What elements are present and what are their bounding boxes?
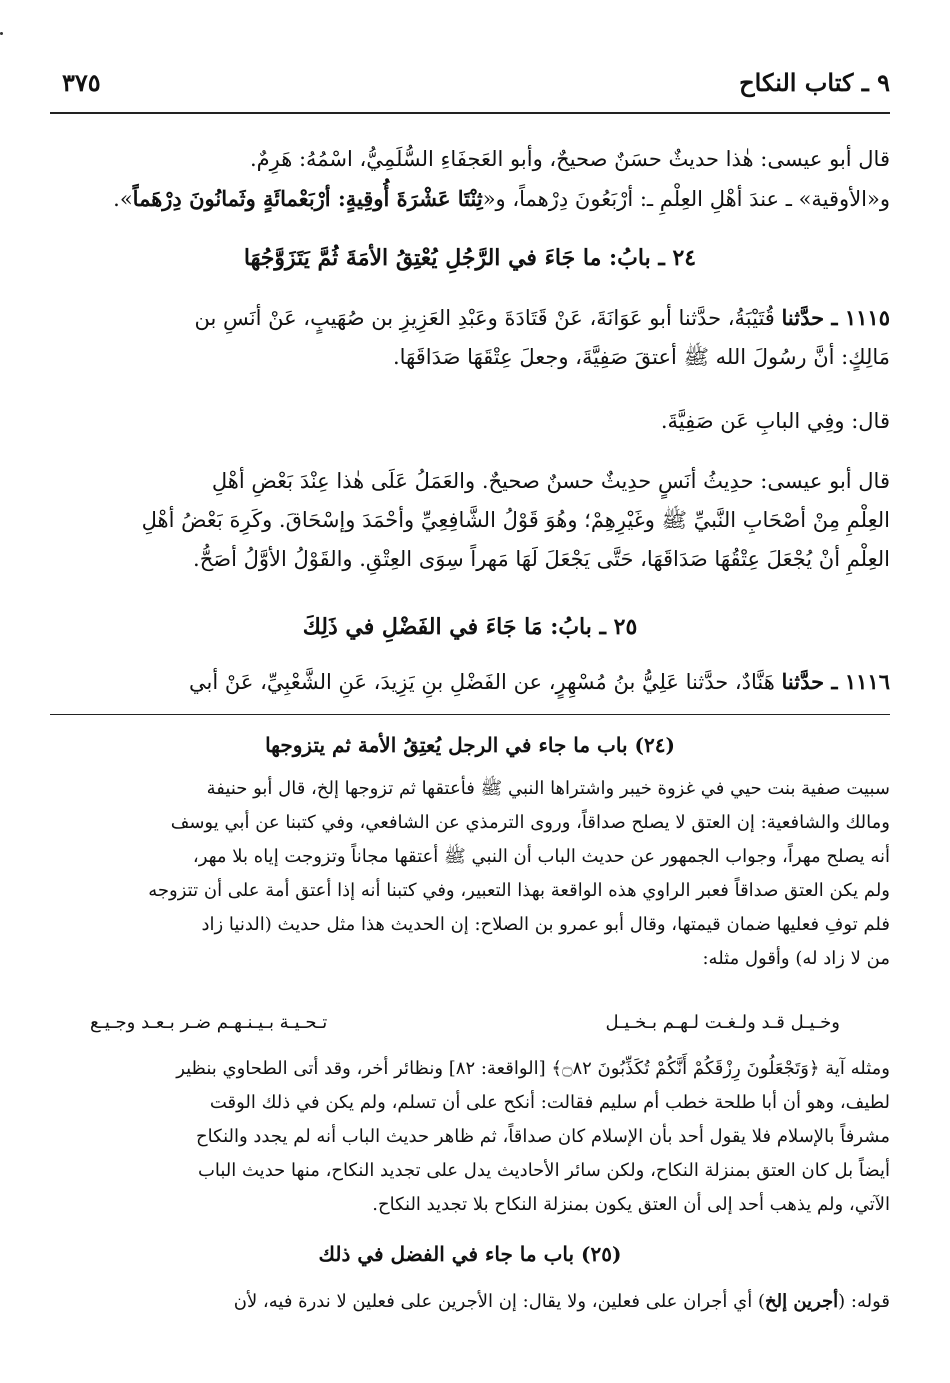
text-line: العِلْمِ مِنْ أصْحَابِ النَّبيِّ ﷺ وغَيْرِهِمْ؛ وهُوَ قَوْلُ الشَّافِعِيِّ وأحْمَدَ وإسْحَاقَ. وكَرِهَ بَعْضُ أهْلِ (141, 508, 890, 532)
text-line: فلم توفِ فعليها ضمان قيمتها، وقال أبو عمرو بن الصلاح: إن الحديث هذا مثل حديث (الدنيا زاد (201, 914, 890, 935)
text-line: مَالِكٍ: أنَّ رسُولَ الله ﷺ أعتقَ صَفِيَّةَ، وجعلَ عِتْقَهَا صَدَاقَهَا. (392, 345, 890, 369)
text-span: قوله: ( (838, 1291, 890, 1312)
text-span: و«الأوقية» ـ عندَ أهْلِ العِلْمِ ـ: أرْبَعُونَ دِرْهماً، و« (482, 187, 890, 211)
poem-hemistich-right: وخـيـل قـد ولـغـت لـهـم بـخـيـل (605, 1012, 840, 1033)
poem-hemistich-left: تـحـيـة بـيـنـهـم ضـر بـعـد وجـيـع (90, 1012, 328, 1033)
text-span: ) أي أجران على فعلين، ولا يقال: إن الأجرين على فعلين لا ندرة فيه، لأن (233, 1291, 765, 1312)
hadith-1115 (50, 298, 890, 377)
page-header (50, 62, 890, 114)
paragraph-abu-isa-1 (50, 140, 890, 219)
chapter-title: ٩ ـ كتاب النكاح (739, 68, 890, 97)
poem-verse (90, 1012, 840, 1042)
text-line: قال أبو عيسى: حدِيثُ أنَسٍ حدِيثٌ حسنٌ صحيحٌ. والعَمَلُ عَلَى هٰذا عِنْدَ بَعْضِ أهْلِ (211, 469, 890, 493)
text-line: قال أبو عيسى: هٰذا حديثٌ حسَنٌ صحيحٌ، وأبو العَجفَاءِ السُّلَمِيُّ، اسْمُهُ: هَرِمٌ. (249, 147, 890, 171)
commentary-paragraph-2 (50, 1052, 890, 1222)
text-span: هَنَّادٌ، حدَّثنا عَلِيُّ بنُ مُسْهِرٍ، عن الفَضْلِ بنِ يَزِيدَ، عَنِ الشَّعْبِيِّ، عَنْ أبي (189, 670, 775, 694)
text-line: أيضاً بل كان العتق بمنزلة النكاح، ولكن سائر الأحاديث يدل على تجديد النكاح، منها حديث الباب (197, 1160, 890, 1181)
text-line: الآتي، ولم يذهب أحد إلى أن العتق يكون بمنزلة النكاح بلا تجديد النكاح. (372, 1194, 890, 1215)
text-line (50, 179, 890, 219)
text-span-bold: ثِنْتَا عَشْرَةَ أُوقِيةٍ: أرْبَعْمائَةٍ وثَمانُونَ دِرْهَماً (132, 186, 483, 211)
commentary-heading-25: (٢٥) باب ما جاء في الفضل في ذلك (318, 1242, 622, 1266)
hadith-number: ١١١٥ ـ حدَّثنا (781, 305, 890, 330)
text-line: من لا زاد له) وأقول مثله: (702, 948, 890, 969)
qal-bab-line: قال: وفِي البابِ عَن صَفِيَّةَ. (660, 409, 890, 433)
chapter-heading-25: ٢٥ ـ بابُ: مَا جَاءَ في الفَضْلِ في ذَلِكَ (302, 614, 638, 640)
commentary-paragraph-1 (50, 772, 890, 976)
page-number: ٣٧٥ (62, 68, 101, 97)
commentary-heading-24: (٢٤) باب ما جاء في الرجل يُعتِقُ الأمة ثم يتزوجها (265, 733, 675, 757)
text-span: قُتَيْبَةُ، حدَّثنا أبو عَوَانَةَ، عَنْ قَتَادَةَ وعَبْدِ العَزِيزِ بن صُهَيبٍ، عَنْ أنَسِ بن (194, 306, 775, 330)
text-line: مشرفاً بالإسلام فلا يقول أحد بأن الإسلام كان صداقاً، ثم ظاهر حديث الباب أنه لم يجدد والنكاح (196, 1126, 890, 1147)
chapter-heading-24: ٢٤ ـ بابُ: ما جَاءَ في الرَّجُلِ يُعْتِقُ الأمَةَ ثُمَّ يَتَزَوَّجُهَا (243, 245, 697, 271)
scan-mark (0, 32, 3, 35)
section-divider (50, 714, 890, 715)
text-line: ومثله آية ﴿وَتَجْعَلُونَ رِزْقَكُمْ أَنَّكُمْ تُكَذِّبُونَ ۝٨٢﴾ [الواقعة: ٨٢] ونظائر أخر، وقد أتى الطحاوي بنظير (176, 1058, 890, 1079)
text-line: ومالك والشافعية: إن العتق لا يصلح صداقاً، وروى الترمذي عن الشافعي، وفي كتبنا عن أبي يوسف (170, 812, 890, 833)
hadith-1116 (50, 662, 890, 702)
text-line (50, 298, 890, 338)
text-line: العِلْمِ أنْ يُجْعَلَ عِتْقُهَا صَدَاقَهَا، حَتَّى يَجْعَلَ لَهَا مَهراً سِوَى العِتْقِ. والقَوْلُ الأوَّلُ أصَحُّ. (193, 547, 890, 571)
text-line: ولم يكن العتق صداقاً فعبر الراوي هذه الواقعة بهذا التعبير، وفي كتبنا أنه إذا أعتق أمة على أن تتزوجه (148, 880, 890, 901)
text-line: سبيت صفية بنت حيي في غزوة خيبر واشتراها النبي ﷺ فأعتقها ثم تزوجها إلخ، قال أبو حنيفة (206, 778, 890, 799)
commentary-paragraph-3 (50, 1285, 890, 1319)
text-span: ». (113, 187, 133, 211)
text-line: أنه يصلح مهراً، وجواب الجمهور عن حديث الباب أن النبي ﷺ أعتقها مجاناً وتزوجت إياه بلا مهر، (192, 846, 890, 867)
text-span-bold: أجرين إلخ (764, 1291, 839, 1312)
text-line (50, 662, 890, 702)
text-line (50, 1285, 890, 1319)
text-line: لطيف، وهو أن أبا طلحة خطب أم سليم فقالت: أنكح على أن تسلم، ولم يكن في ذلك الوقت (209, 1092, 890, 1113)
hadith-number: ١١١٦ ـ حدَّثنا (781, 669, 890, 694)
paragraph-abu-isa-2 (50, 462, 890, 579)
